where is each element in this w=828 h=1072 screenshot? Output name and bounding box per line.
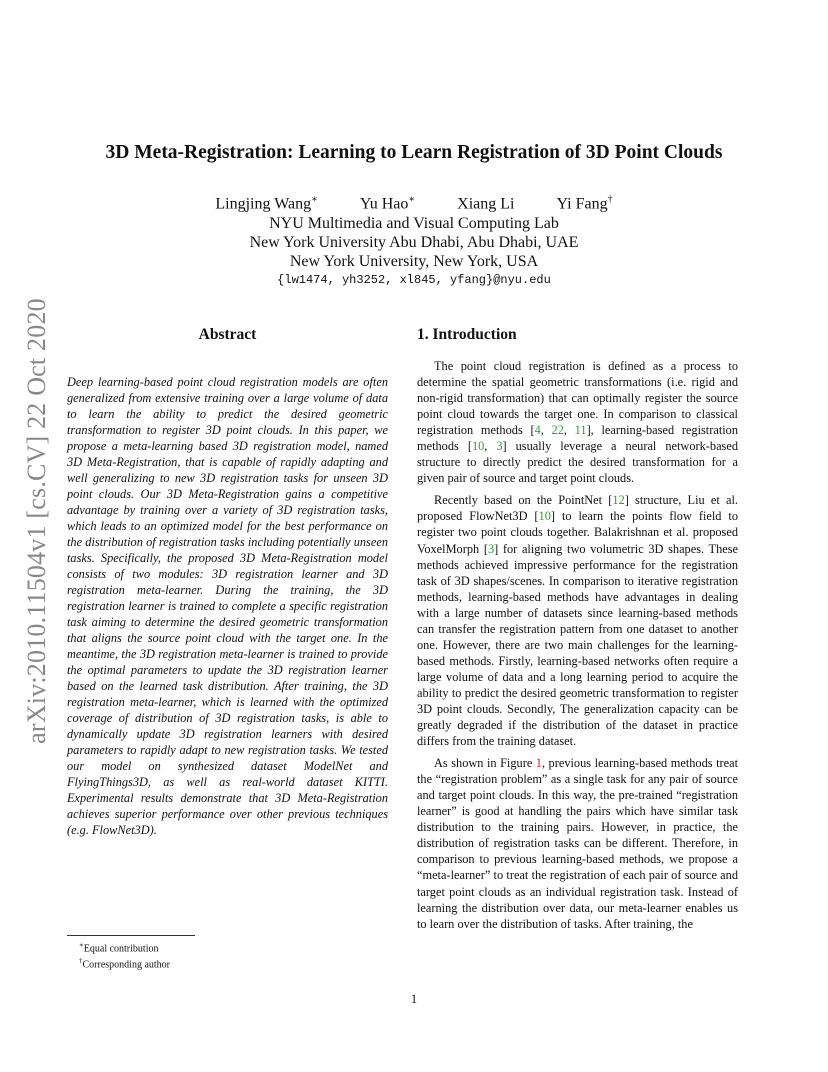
author-list xyxy=(0,194,828,213)
footnote-divider xyxy=(67,935,195,936)
intro-paragraph-2: Recently based on the PointNet [12] structure, Liu et al. proposed FlowNet3D [10] to learn the points flow field to register two point clouds together. Balakrishnan et al. proposed VoxelMorph [3] for aligning two volumetric 3D shapes. These methods achieved impressive performance for the registration task of 3D shapes/scenes. In comparison to iterative registration methods, learning-based methods have advantages in dealing with a large number of datasets since learning-based methods can transfer the registration pattern from one dataset to another one. However, there are two main challenges for the learning-based methods. Firstly, learning-based networks often require a large volume of data and a long learning period to acquire the ability to predict the desired geometric transformation to register 3D point clouds. Secondly, The generalization capacity can be greatly degraded if the distribution of the dataset in practice differs from the training dataset. xyxy=(417,493,738,749)
citation-link[interactable]: 10 xyxy=(471,439,485,454)
introduction-body xyxy=(417,358,738,938)
author-emails: {lw1474, yh3252, xl845, yfang}@nyu.edu xyxy=(277,273,551,287)
citation-link[interactable]: 10 xyxy=(538,509,551,524)
paper-title: 3D Meta-Registration: Learning to Learn Registration of 3D Point Clouds xyxy=(105,142,723,163)
arxiv-sidebar-stamp xyxy=(22,282,52,760)
intro-paragraph-3: As shown in Figure 1, previous learning-based methods treat the “registration problem” as a single task for any pair of source and target point clouds. In this way, the pre-trained “registration learner” is good at handling the pairs which have similar task distribution to the training pairs. However, in practice, the distribution of registration tasks can be different. Therefore, in comparison to previous learning-based methods, we propose a “meta-learner” to treat the registration of each pair of source and target point clouds as an individual registration task. Instead of learning the distribution over data, our meta-learner enables us to learn over the distribution of tasks. After training, the xyxy=(417,756,738,931)
affiliation-lab: NYU Multimedia and Visual Computing Lab xyxy=(269,215,559,232)
footnote-equal-contribution: ∗Equal contribution xyxy=(79,941,159,955)
abstract-text: Deep learning-based point cloud registration models are often generalized from extensive training over a large volume of data to learn the ability to predict the desired geometric transformation to register 3D point clouds. In this paper, we propose a meta-learning based 3D registration model, named 3D Meta-Registration, that is capable of rapidly adapting and well generalizing to new 3D registration tasks for unseen 3D point clouds. Our 3D Meta-Registration gains a competitive advantage by training over a variety of 3D registration tasks, which leads to an optimized model for the best performance on the distribution of registration tasks including potentially unseen tasks. Specifically, the proposed 3D Meta-Registration model consists of two modules: 3D registration learner and 3D registration meta-learner. During the training, the 3D registration learner is trained to complete a specific registration task aiming to determine the desired geometric transformation that aligns the source point cloud with the target one. In the meantime, the 3D registration meta-learner is trained to provide the optimal parameters to update the 3D registration learner based on the learned task distribution. After training, the 3D registration meta-learner, which is learned with the optimized coverage of distribution of 3D registration tasks, is able to dynamically update 3D registration learners with desired parameters to rapidly adapt to new registration tasks. We tested our model on synthesized dataset ModelNet and FlyingThings3D, as well as real-world dataset KITTI. Experimental results demonstrate that 3D Meta-Registration achieves superior performance over other previous techniques (e.g. FlowNet3D). xyxy=(67,375,388,837)
citation-link[interactable]: 11 xyxy=(574,423,587,438)
introduction-heading: 1. Introduction xyxy=(417,326,517,343)
arxiv-id: arXiv:2010.11504v1 [cs.CV] 22 Oct 2020 xyxy=(22,298,51,744)
intro-paragraph-1: The point cloud registration is defined as a process to determine the spatial geometric transformations (i.e. rigid and non-rigid transformation) that can optimally register the source point cloud towards the target one. In comparison to classical registration methods [4, 22, 11], learning-based registration methods [10, 3] usually leverage a neural network-based structure to directly predict the desired transformation for a given pair of source and target point clouds. xyxy=(417,359,739,486)
footnotes xyxy=(67,939,170,972)
author: Lingjing Wang∗ xyxy=(215,194,318,213)
figure-link[interactable]: 1 xyxy=(535,756,542,771)
author: Xiang Li xyxy=(457,195,515,213)
author: Yi Fang† xyxy=(556,194,613,213)
abstract-heading: Abstract xyxy=(198,326,257,343)
affiliation-new-york: New York University, New York, USA xyxy=(289,253,539,270)
citation-link[interactable]: 22 xyxy=(551,423,564,438)
citation-link[interactable]: 3 xyxy=(487,541,495,556)
citation-link[interactable]: 3 xyxy=(496,439,503,454)
citation-link[interactable]: 12 xyxy=(612,493,625,508)
affiliation-abu-dhabi: New York University Abu Dhabi, Abu Dhabi, UAE xyxy=(249,234,579,251)
citation-link[interactable]: 4 xyxy=(534,423,541,438)
page-number: 1 xyxy=(410,992,418,1006)
footnote-corresponding-author: †Corresponding author xyxy=(79,957,170,971)
author: Yu Hao∗ xyxy=(359,194,416,213)
